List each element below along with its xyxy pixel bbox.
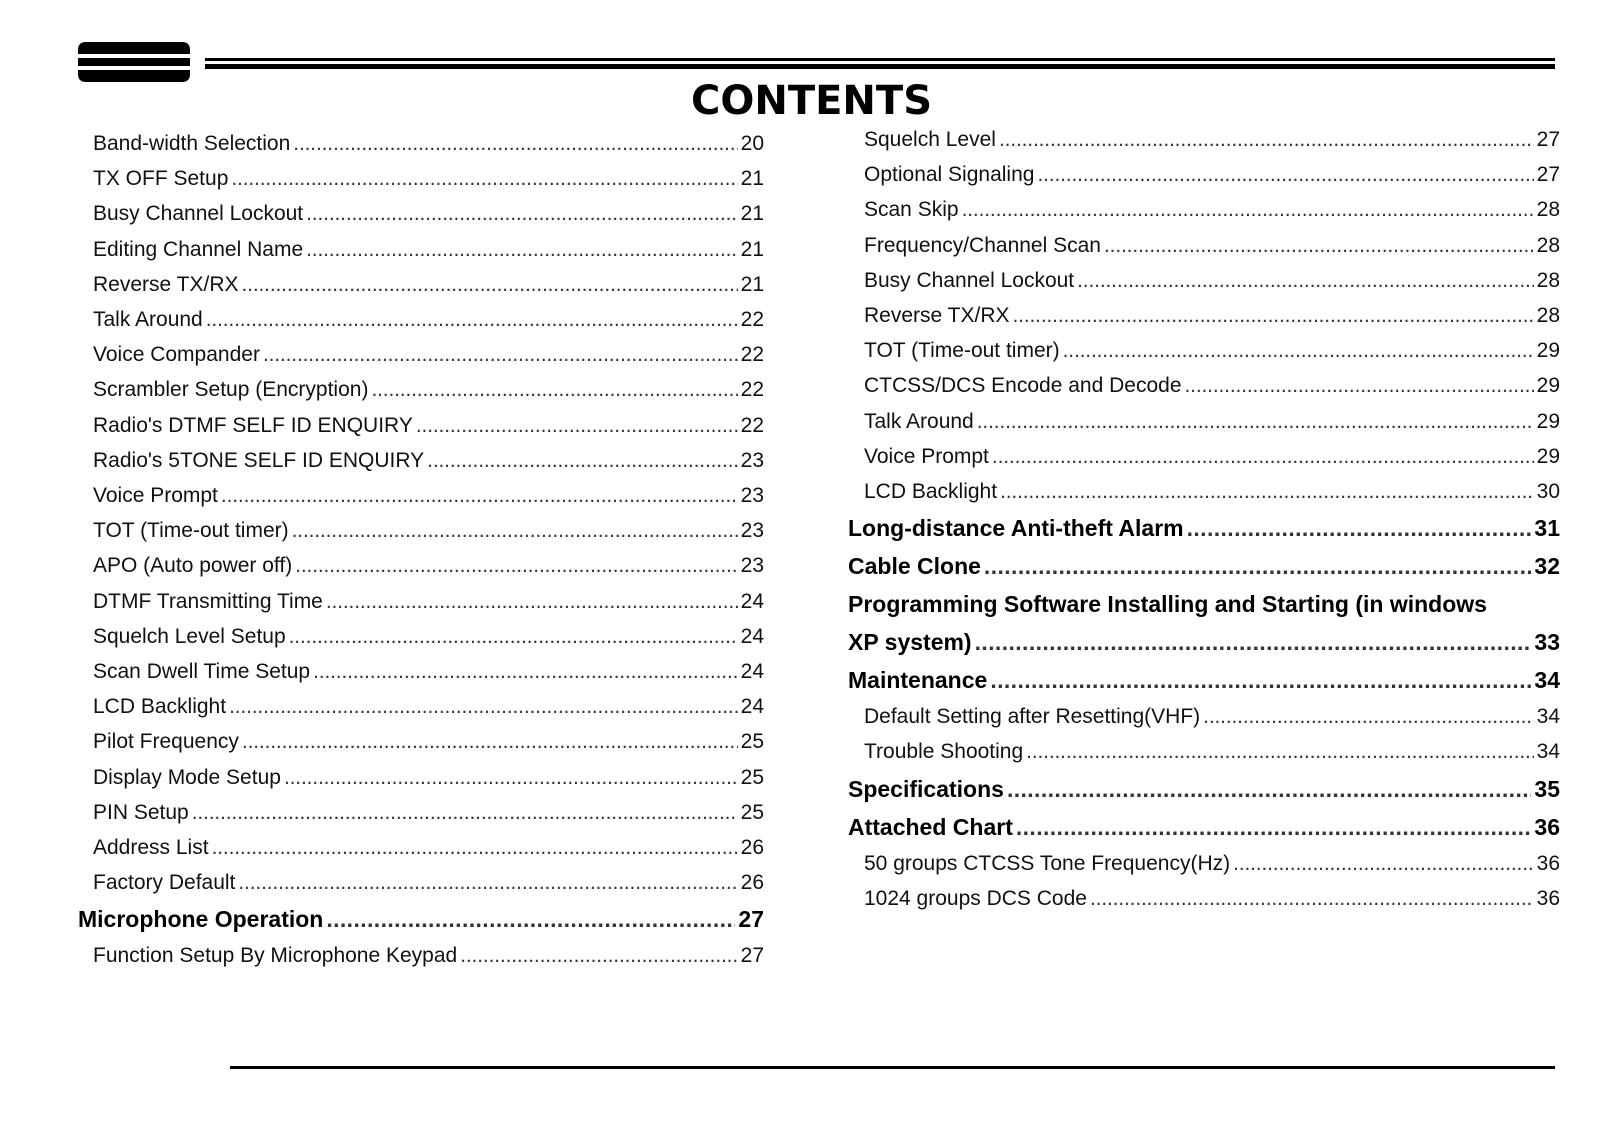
toc-entry-page: 21 (740, 272, 764, 296)
toc-entry-page: 23 (740, 448, 764, 472)
leader-dots (292, 513, 738, 548)
toc-entry-page: 22 (740, 413, 764, 437)
toc-entry-page: 24 (740, 624, 764, 648)
toc-entry-page: 34 (1534, 667, 1560, 694)
toc-entry-label: APO (Auto power off) (93, 554, 293, 578)
toc-entry[interactable] (78, 654, 764, 689)
toc-entry-page: 33 (1534, 629, 1560, 656)
toc-entry[interactable] (78, 232, 764, 267)
leader-dots (975, 623, 1532, 661)
leader-dots (306, 232, 738, 267)
leader-dots (1063, 333, 1534, 368)
leader-dots (238, 865, 737, 900)
toc-entry-label: TOT (Time-out timer) (864, 339, 1060, 363)
toc-entry-page: 24 (740, 695, 764, 719)
leader-dots (1013, 298, 1534, 333)
toc-entry-label: Radio's DTMF SELF ID ENQUIRY (93, 413, 413, 437)
leader-dots (999, 122, 1534, 157)
toc-entry-label: Band-width Selection (93, 132, 291, 155)
toc-entry[interactable] (848, 404, 1560, 439)
toc-entry-page: 35 (1534, 775, 1560, 802)
toc-entry-page: 26 (740, 836, 764, 860)
toc-entry-page: 23 (740, 519, 764, 543)
toc-entry-label: Voice Prompt (864, 444, 989, 468)
leader-dots (1104, 228, 1534, 263)
footer-rule (230, 1066, 1555, 1069)
toc-entry[interactable] (78, 795, 764, 830)
toc-entry-label: TX OFF Setup (93, 167, 229, 191)
toc-entry[interactable] (848, 157, 1560, 192)
toc-entry-page: 34 (1536, 740, 1560, 764)
toc-entry[interactable] (848, 770, 1560, 808)
leader-dots (992, 439, 1534, 474)
leader-dots (231, 161, 737, 196)
toc-entry-label: Factory Default (93, 871, 236, 895)
toc-entry[interactable] (78, 337, 764, 372)
toc-entry-page: 26 (740, 871, 764, 895)
toc-entry-label: LCD Backlight (93, 695, 227, 719)
leader-dots (192, 795, 738, 830)
leader-dots (289, 619, 738, 654)
header-rule (205, 58, 1555, 68)
toc-entry-label: Default Setting after Resetting(VHF) (864, 705, 1201, 729)
toc-entry[interactable] (78, 938, 764, 973)
toc-entry[interactable] (848, 699, 1560, 734)
toc-entry-label: 50 groups CTCSS Tone Frequency(Hz) (864, 851, 1231, 875)
toc-entry-label: Scan Skip (864, 198, 959, 222)
toc-entry[interactable] (848, 661, 1560, 699)
toc-entry-page: 29 (1536, 374, 1560, 398)
toc-entry-page: 31 (1534, 515, 1560, 542)
leader-dots (293, 126, 737, 161)
toc-entry-page: 21 (740, 167, 764, 191)
leader-dots (306, 196, 738, 231)
leader-dots (1000, 474, 1534, 509)
toc-entry[interactable] (78, 408, 764, 443)
toc-entry-label: Function Setup By Microphone Keypad (93, 944, 458, 968)
leader-dots (416, 408, 738, 443)
toc-entry[interactable] (78, 302, 764, 337)
leader-dots (1007, 770, 1531, 808)
leader-dots (1037, 157, 1533, 192)
toc-entry[interactable] (78, 196, 764, 231)
toc-entry-page: 36 (1536, 851, 1560, 875)
toc-entry-page: 22 (740, 378, 764, 402)
leader-dots (962, 192, 1534, 227)
leader-dots (1187, 509, 1532, 547)
toc-entry-label: Talk Around (864, 409, 974, 433)
toc-entry-label: Microphone Operation (78, 906, 324, 933)
toc-entry[interactable] (78, 584, 764, 619)
leader-dots (229, 689, 738, 724)
leader-dots (460, 938, 737, 973)
leader-dots (990, 661, 1531, 699)
toc-entry[interactable] (78, 724, 764, 759)
toc-entry-label: Address List (93, 836, 209, 860)
toc-entry[interactable] (78, 548, 764, 583)
page-title: CONTENTS (690, 78, 932, 124)
toc-entry[interactable] (848, 368, 1560, 403)
toc-entry-label: Radio's 5TONE SELF ID ENQUIRY (93, 448, 425, 472)
toc-entry-label: CTCSS/DCS Encode and Decode (864, 374, 1182, 398)
leader-dots (1026, 734, 1533, 769)
leader-dots (427, 443, 737, 478)
leader-dots (212, 830, 738, 865)
leader-dots (1203, 699, 1533, 734)
leader-dots (1233, 846, 1534, 881)
toc-entry-page: 21 (740, 202, 764, 226)
toc-entry-label: Talk Around (93, 308, 203, 332)
toc-entry-label: Pilot Frequency (93, 730, 239, 754)
toc-entry[interactable] (848, 547, 1560, 585)
toc-entry-page: 29 (1536, 339, 1560, 363)
toc-entry-page: 36 (1534, 813, 1560, 840)
toc-entry[interactable] (78, 126, 764, 161)
leader-dots (284, 760, 738, 795)
toc-entry[interactable] (78, 689, 764, 724)
toc-entry[interactable] (848, 846, 1560, 881)
toc-entry[interactable] (78, 478, 764, 513)
toc-entry[interactable] (848, 881, 1560, 916)
toc-entry-page: 23 (740, 554, 764, 578)
toc-entry-label: Squelch Level (864, 128, 996, 151)
toc-entry-label: Trouble Shooting (864, 740, 1024, 764)
toc-entry-label: Voice Compander (93, 343, 260, 367)
toc-entry[interactable] (78, 619, 764, 654)
toc-entry-label: Scan Dwell Time Setup (93, 660, 311, 684)
toc-entry-label: Editing Channel Name (93, 237, 304, 261)
toc-entry[interactable] (848, 228, 1560, 263)
leader-dots (1077, 263, 1534, 298)
toc-entry-label: LCD Backlight (864, 480, 998, 504)
toc-entry-label: Display Mode Setup (93, 765, 281, 789)
toc-entry-page: 29 (1536, 444, 1560, 468)
toc-entry-label: Squelch Level Setup (93, 624, 286, 648)
leader-dots (313, 654, 738, 689)
toc-entry-label: Specifications (848, 775, 1004, 802)
toc-entry[interactable] (848, 734, 1560, 769)
toc-entry[interactable] (848, 474, 1560, 509)
toc-entry-page: 30 (1536, 480, 1560, 504)
toc-entry-label: Attached Chart (848, 813, 1013, 840)
toc-entry-page: 25 (740, 765, 764, 789)
toc-entry[interactable] (78, 372, 764, 407)
toc-left-column (78, 126, 764, 974)
leader-dots (1016, 808, 1532, 846)
toc-entry-page: 36 (1536, 886, 1560, 910)
leader-dots (263, 337, 738, 372)
toc-entry-page: 27 (1536, 128, 1560, 151)
toc-entry-label: Cable Clone (848, 553, 981, 580)
leader-dots (984, 547, 1531, 585)
toc-entry-page: 27 (740, 944, 764, 968)
toc-entry-page: 22 (740, 343, 764, 367)
toc-entry[interactable] (78, 865, 764, 900)
toc-entry-programming-software[interactable] (848, 585, 1560, 661)
toc-entry-page: 28 (1536, 268, 1560, 292)
toc-entry-page: 24 (740, 660, 764, 684)
leader-dots (1185, 368, 1534, 403)
toc-entry-label: Busy Channel Lockout (93, 202, 304, 226)
leader-dots (242, 724, 738, 759)
toc-entry-label: PIN Setup (93, 800, 189, 824)
leader-dots (295, 548, 737, 583)
toc-entry[interactable] (848, 509, 1560, 547)
toc-entry-page: 24 (740, 589, 764, 613)
leader-dots (1090, 881, 1534, 916)
toc-entry-page: 28 (1536, 304, 1560, 328)
toc-entry[interactable] (78, 443, 764, 478)
toc-entry[interactable] (848, 439, 1560, 474)
toc-entry[interactable] (848, 808, 1560, 846)
toc-entry-page: 27 (1536, 163, 1560, 187)
toc-entry[interactable] (848, 298, 1560, 333)
toc-entry-page: 25 (740, 800, 764, 824)
toc-entry-label: XP system) (848, 629, 972, 656)
toc-entry[interactable] (78, 267, 764, 302)
toc-entry[interactable] (848, 333, 1560, 368)
leader-dots (206, 302, 738, 337)
toc-entry-page: 32 (1534, 553, 1560, 580)
toc-entry-page: 21 (740, 237, 764, 261)
toc-entry-label: Maintenance (848, 667, 988, 694)
header-logo-bar (78, 42, 190, 82)
toc-entry-label: Voice Prompt (93, 484, 218, 508)
toc-entry-label: Optional Signaling (864, 163, 1035, 187)
toc-entry-page: 28 (1536, 198, 1560, 222)
toc-entry-page: 22 (740, 308, 764, 332)
toc-entry[interactable] (78, 161, 764, 196)
toc-entry-label: Long-distance Anti-theft Alarm (848, 515, 1184, 542)
leader-dots (326, 584, 738, 619)
toc-entry[interactable] (78, 760, 764, 795)
toc-entry[interactable] (78, 513, 764, 548)
toc-entry-label: TOT (Time-out timer) (93, 519, 289, 543)
toc-entry[interactable] (78, 900, 764, 938)
toc-entry-page: 20 (740, 132, 764, 155)
toc-entry-label: Busy Channel Lockout (864, 268, 1075, 292)
toc-entry[interactable] (848, 122, 1560, 157)
toc-entry-page: 23 (740, 484, 764, 508)
toc-entry[interactable] (848, 192, 1560, 227)
leader-dots (221, 478, 738, 513)
toc-entry-label: Programming Software Installing and Starting (in windows (848, 591, 1487, 618)
toc-right-column (848, 122, 1560, 916)
leader-dots (977, 404, 1534, 439)
toc-entry-label: DTMF Transmitting Time (93, 589, 323, 613)
toc-entry-page: 29 (1536, 409, 1560, 433)
toc-entry-page: 27 (738, 906, 764, 933)
leader-dots (371, 372, 737, 407)
toc-entry[interactable] (78, 830, 764, 865)
toc-entry-page: 34 (1536, 705, 1560, 729)
toc-entry-page: 25 (740, 730, 764, 754)
leader-dots (326, 900, 735, 938)
toc-entry[interactable] (848, 263, 1560, 298)
toc-entry-label: Scrambler Setup (Encryption) (93, 378, 369, 402)
toc-entry-label: Reverse TX/RX (864, 304, 1010, 328)
leader-dots (242, 267, 738, 302)
toc-entry-page: 28 (1536, 233, 1560, 257)
toc-entry-label: Frequency/Channel Scan (864, 233, 1101, 257)
toc-entry-label: Reverse TX/RX (93, 272, 239, 296)
toc-entry-label: 1024 groups DCS Code (864, 886, 1087, 910)
